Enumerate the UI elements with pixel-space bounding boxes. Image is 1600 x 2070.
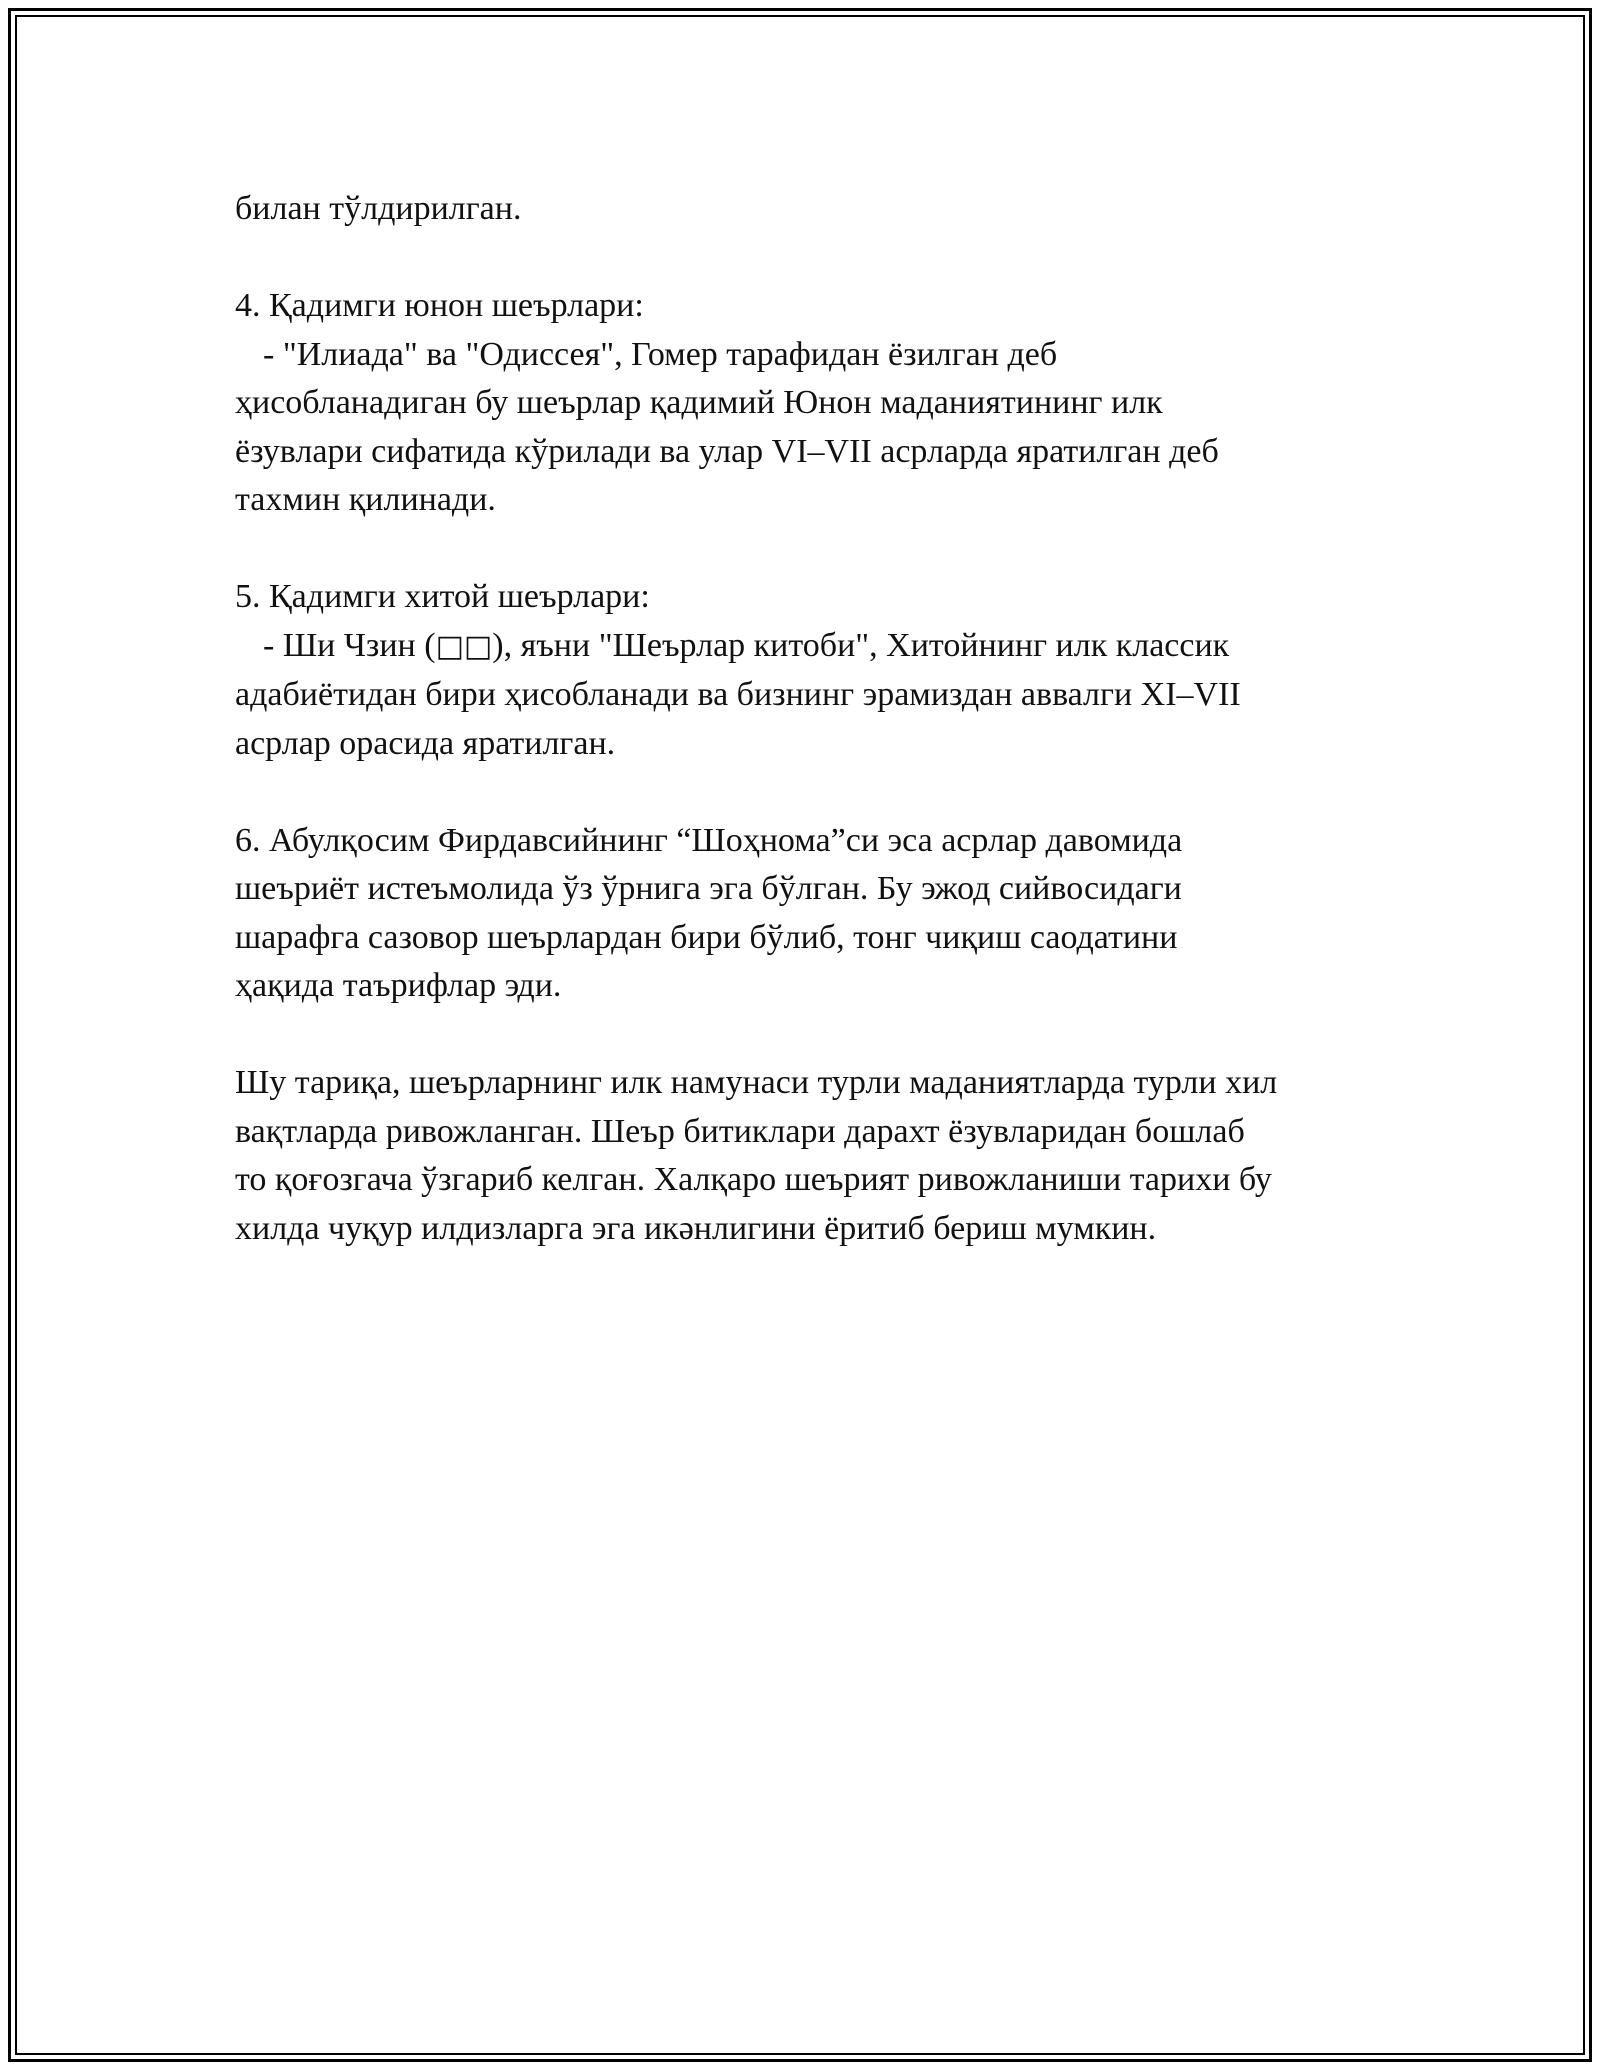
text-line: асрлар орасида яратилган. [235,724,616,762]
text-fragment: - Ши Чзин ( [263,626,436,664]
section-ancient-chinese-poems [235,573,1415,768]
missing-glyph-boxes: □□ [435,628,493,664]
text-line: шеъриёт истеъмолида ўз ўрнига эга бўлган. Бу эжод сийвосидаги [235,870,1182,907]
text-line: то қоғозгача ўзгариб келган. Халқаро шеърият ривожланиши тарихи бу [235,1161,1272,1198]
paragraph-gap [235,525,1415,574]
text-line: Шу тариқа, шеърларнинг илк намунаси турли маданиятларда турли хил [235,1064,1278,1101]
section-shahnameh [235,817,1415,1011]
text-line [235,622,1415,672]
text-line: - "Илиада" ва "Одиссея", Гомер тарафидан ёзилган деб [263,335,1058,373]
text-line: ҳақида таърифлар эди. [235,967,562,1004]
continuation-line: билан тўлдирилган. [235,190,522,227]
text-line: тахмин қилинади. [235,481,496,518]
paragraph-gap [235,234,1415,283]
text-line: адабиётидан бири ҳисобланади ва бизнинг эрамиздан аввалги XI–VII [235,676,1241,713]
text-line: ҳисобланадиган бу шеърлар қадимий Юнон маданиятининг илк [235,384,1163,421]
document-body [235,185,1415,1253]
conclusion-paragraph [235,1059,1415,1253]
paragraph-gap [235,768,1415,817]
text-line: шарафга сазовор шеърлардан бири бўлиб, тонг чиқиш саодатини [235,918,1178,956]
text-line: хилда чуқур илдизларга эга икәнлигини ёритиб бериш мумкин. [235,1209,1157,1247]
paragraph-gap [235,1011,1415,1060]
section-heading: 5. Қадимги хитой шеърлари: [235,578,650,615]
text-fragment: ), яъни "Шеърлар китоби", Хитойнинг илк классик [492,626,1230,664]
text-line: 6. Абулқосим Фирдавсийнинг “Шоҳнома”си эса асрлар давомида [235,821,1183,859]
text-line: вақтларда ривожланган. Шеър битиклари дарахт ёзувларидан бошлаб [235,1112,1245,1150]
text-line: ёзувлари сифатида кўрилади ва улар VI–VII асрларда яратилган деб [235,432,1219,470]
section-heading: 4. Қадимги юнон шеърлари: [235,287,644,324]
section-ancient-greek-poems [235,282,1415,525]
